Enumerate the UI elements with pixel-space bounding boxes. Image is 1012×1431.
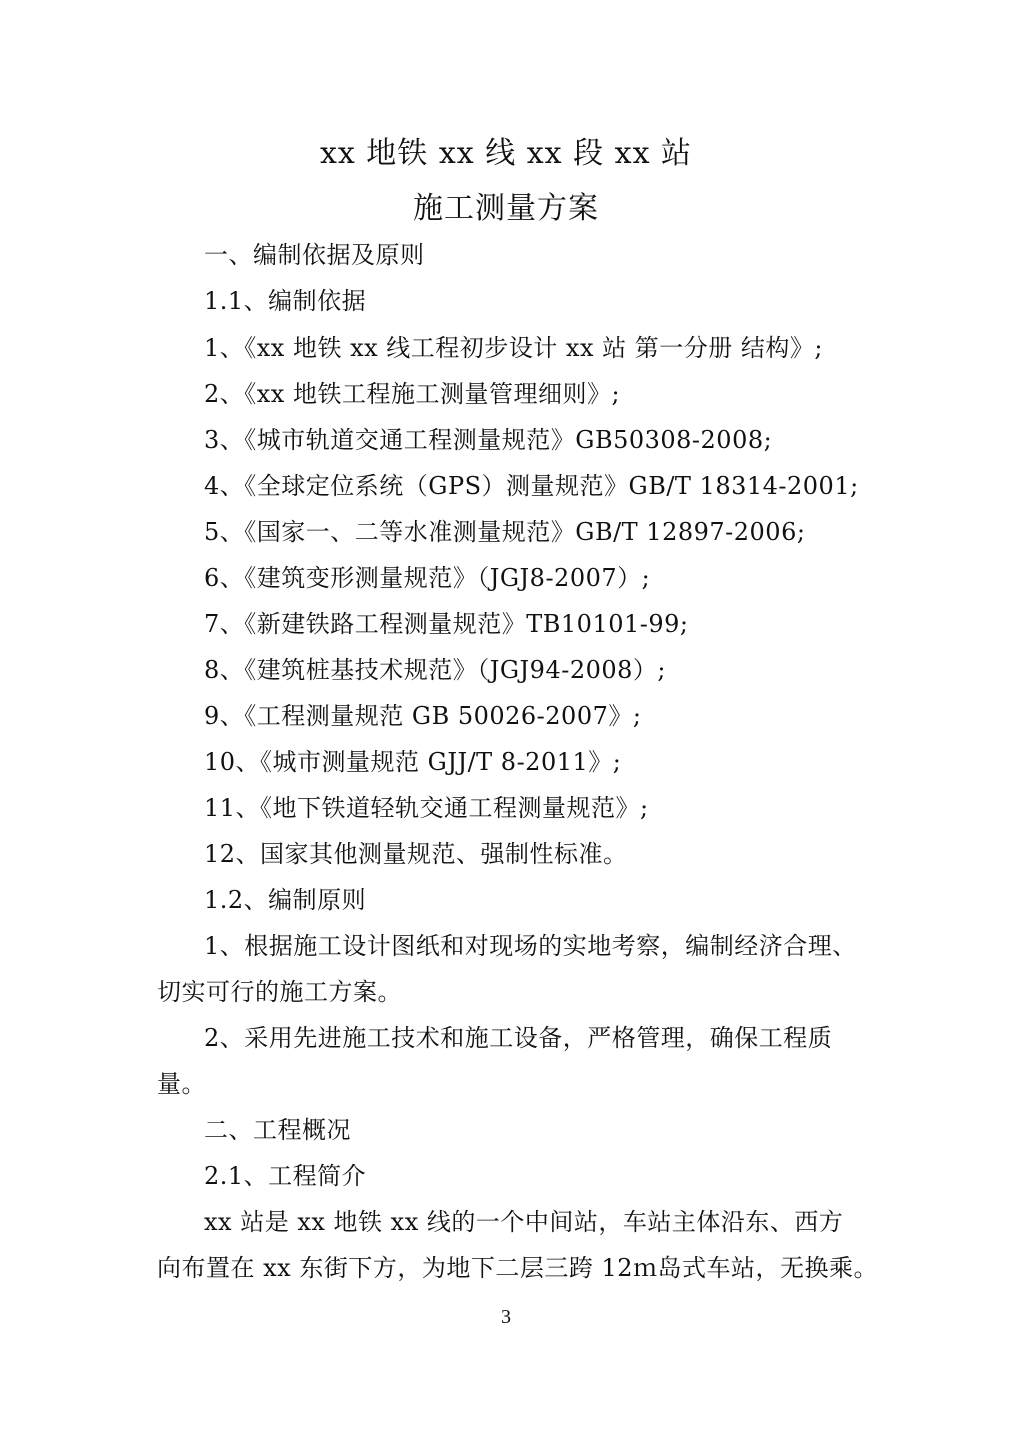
reference-item: 12、国家其他测量规范、强制性标准。 (204, 840, 628, 868)
reference-item: 5、《国家一、二等水准测量规范》GB/T 12897-2006; (204, 518, 806, 546)
subsection-heading-1-2: 1.2、编制原则 (204, 886, 367, 914)
reference-item: 8、《建筑桩基技术规范》（JGJ94-2008）; (204, 656, 666, 684)
document-title: xx 地铁 xx 线 xx 段 xx 站 (319, 136, 693, 171)
reference-item: 6、《建筑变形测量规范》（JGJ8-2007）; (204, 564, 651, 592)
reference-item: 3、《城市轨道交通工程测量规范》GB50308-2008; (204, 426, 773, 454)
reference-item: 1、《xx 地铁 xx 线工程初步设计 xx 站 第一分册 结构》; (204, 334, 823, 362)
section-heading-2: 二、工程概况 (204, 1116, 351, 1144)
reference-item: 7、《新建铁路工程测量规范》TB10101-99; (204, 610, 689, 638)
reference-item: 11、《地下铁道轻轨交通工程测量规范》; (204, 794, 649, 822)
reference-item: 2、《xx 地铁工程施工测量管理细则》; (204, 380, 621, 408)
reference-item: 9、《工程测量规范 GB 50026-2007》; (204, 702, 642, 730)
principle-1-line-1: 1、根据施工设计图纸和对现场的实地考察，编制经济合理、 (204, 932, 857, 960)
page-number: 3 (501, 1306, 511, 1328)
reference-item: 10、《城市测量规范 GJJ/T 8-2011》; (204, 748, 622, 776)
intro-line-1: xx 站是 xx 地铁 xx 线的一个中间站，车站主体沿东、西方 (204, 1208, 844, 1236)
section-heading-1: 一、编制依据及原则 (204, 241, 425, 269)
principle-1-line-2: 切实可行的施工方案。 (157, 978, 402, 1006)
subsection-heading-2-1: 2.1、工程简介 (204, 1162, 367, 1190)
reference-item: 4、《全球定位系统（GPS）测量规范》GB/T 18314-2001; (204, 472, 859, 500)
intro-line-2: 向布置在 xx 东街下方，为地下二层三跨 12ｍ岛式车站，无换乘。 (157, 1254, 878, 1282)
subsection-heading-1-1: 1.1、编制依据 (204, 287, 367, 315)
document-subtitle: 施工测量方案 (413, 191, 599, 226)
principle-2-line-1: 2、采用先进施工技术和施工设备，严格管理，确保工程质 (204, 1024, 833, 1052)
principle-2-line-2: 量。 (157, 1070, 206, 1098)
